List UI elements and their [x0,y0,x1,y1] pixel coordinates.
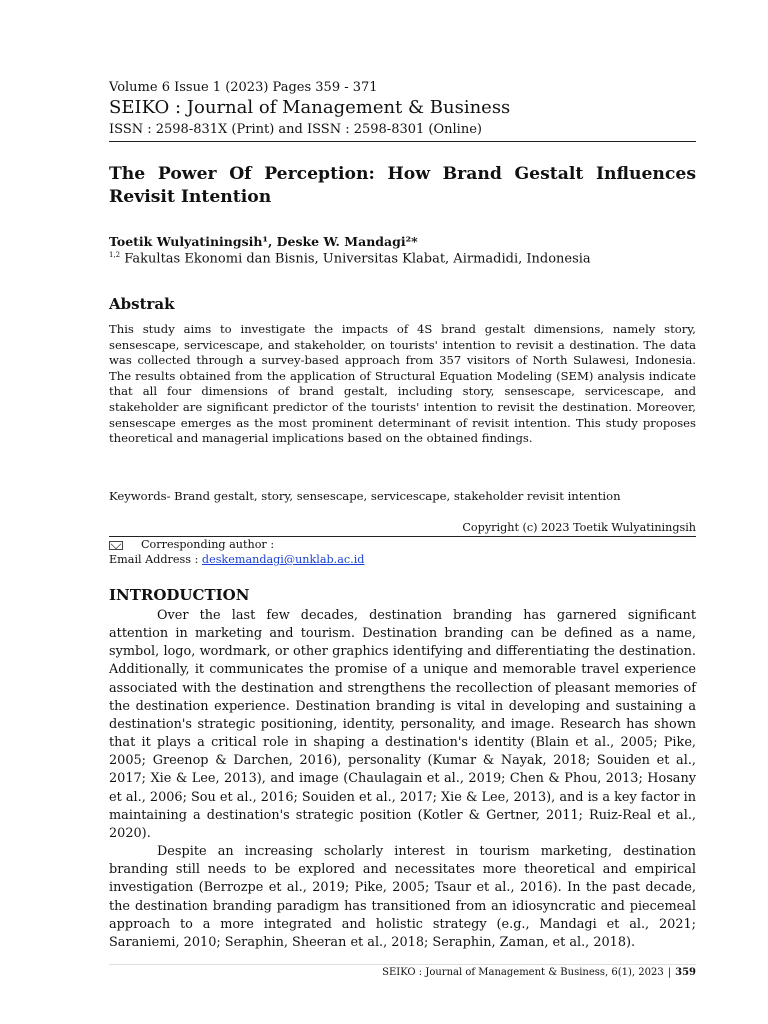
paragraph: Over the last few decades, destination branding has garnered significant attention in marketing and tourism. Destination branding can be defined as a name, symbol, logo, wordmark, or other graphics identifying and differentiating the destination. Additionally, it communicates the promise of a unique and memorable travel experience associated with the destination and strengthens the recollection of pleasant memories of the destination experience. Destination branding is vital in developing and sustaining a destination's strategic positioning, identity, personality, and image. Research has shown that it plays a critical role in shaping a destination's identity (Blain et al., 2005; Pike, 2005; Greenop & Darchen, 2016), personality (Kumar & Nayak, 2018; Souiden et al., 2017; Xie & Lee, 2013), and image (Chaulagain et al., 2019; Chen & Phou, 2013; Hosany et al., 2006; Sou et al., 2016; Souiden et al., 2017; Xie & Lee, 2013), and is a key factor in maintaining a destination's strategic position (Kotler & Gertner, 2011; Ruiz-Real et al., 2020). [109,608,696,841]
envelope-icon [109,541,123,550]
issn-info: ISSN : 2598-831X (Print) and ISSN : 2598-8301 (Online) [109,122,482,137]
footer-separator: | [667,967,672,978]
email-link[interactable]: deskemandagi@unklab.ac.id [201,553,365,566]
abstract-text: This study aims to investigate the impacts of 4S brand gestalt dimensions, namely story, sensescape, servicescape, and stakeholder, on tourists' intention to revisit a destination. The data was collected through a survey-based approach from 357 visitors of North Sulawesi, Indonesia. The results obtained from the application of Structural Equation Modeling (SEM) analysis indicate that all four dimensions of brand gestalt, including story, sensescape, servicescape, and stakeholder are significant predictor of the tourists' intention to revisit the destination. Moreover, sensescape emerges as the most prominent determinant of revisit intention. This study proposes theoretical and managerial implications based on the obtained findings. [109,322,696,446]
email-label: Email Address : [109,553,202,566]
volume-info: Volume 6 Issue 1 (2023) Pages 359 - 371 [109,80,378,95]
copyright-notice: Copyright (c) 2023 Toetik Wulyatiningsih [462,521,696,534]
author-list: Toetik Wulyatiningsih¹, Deske W. Mandagi²* [109,234,418,249]
copyright-divider [109,536,696,537]
page-number: 359 [675,967,696,978]
corresponding-author [109,538,696,551]
affiliation-text: Fakultas Ekonomi dan Bisnis, Universitas Klabat, Airmadidi, Indonesia [120,251,591,267]
paragraph: Despite an increasing scholarly interest in tourism marketing, destination branding still needs to be explored and necessitates more theoretical and empirical investigation (Berrozpe et al., 2019; Pike, 2005; Tsaur et al., 2016). In the past decade, the destination branding paradigm has transitioned from an idiosyncratic and piecemeal approach to a more integrated and holistic strategy (e.g., Mandagi et al., 2021; Saraniemi, 2010; Seraphin, Sheeran et al., 2018; Seraphin, Zaman, et al., 2018). [109,844,696,950]
footer-journal-ref: SEIKO : Journal of Management & Business, 6(1), 2023 [382,967,664,978]
introduction-body [109,607,696,952]
title-line-2: Revisit Intention [109,187,272,207]
page-footer [109,967,696,978]
email-line [109,553,696,566]
introduction-heading: INTRODUCTION [109,586,250,604]
affiliation-sup: 1,2 [109,251,121,259]
corresponding-author-label: Corresponding author : [141,538,275,551]
header-divider [109,141,696,142]
paper-title [109,163,696,209]
affiliation [109,251,696,266]
journal-name: SEIKO : Journal of Management & Business [109,97,511,118]
abstract-heading: Abstrak [109,295,175,313]
keywords: Keywords- Brand gestalt, story, sensescape, servicescape, stakeholder revisit intention [109,489,621,503]
footer-divider [109,964,696,965]
title-line-1: The Power Of Perception: How Brand Gestalt Influences [109,164,696,184]
